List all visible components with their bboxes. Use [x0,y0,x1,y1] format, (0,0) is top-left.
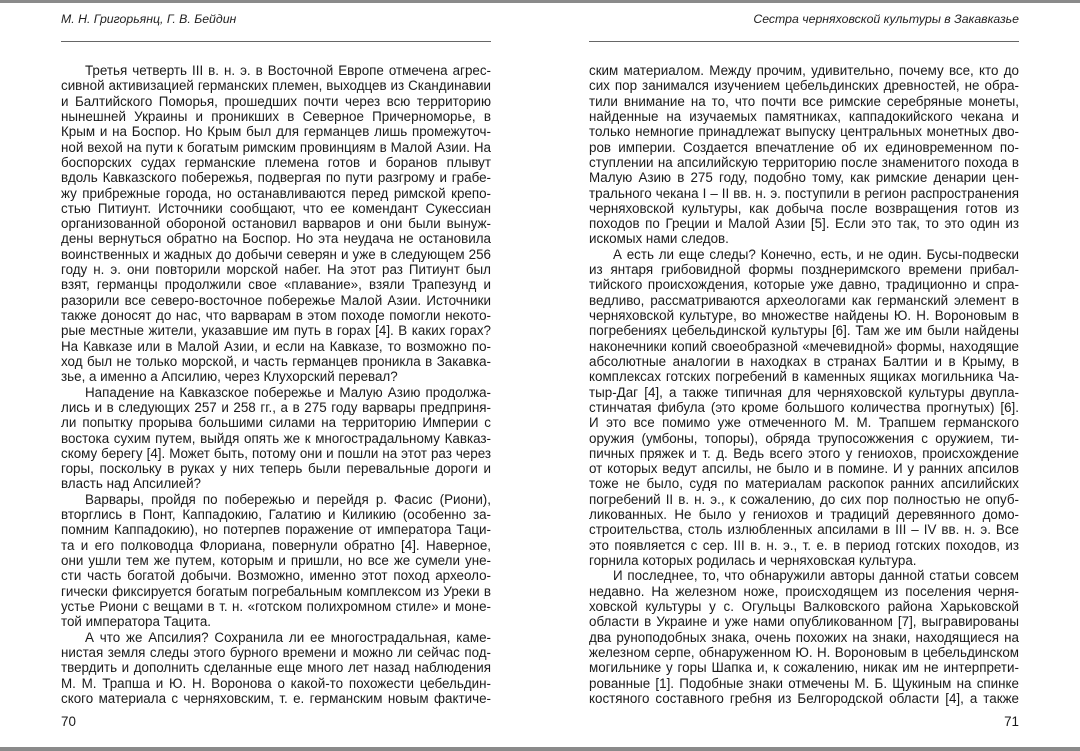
text-line: искомых нами следов. [589,231,729,247]
text-line: устье Риони с вещами в т. н. «готском полихромном стиле» и моне- [61,598,491,614]
text-line: ли попытку прорыва большими силами на территорию Империи с [61,415,491,431]
text-line: ховской культуры у с. Огульцы Валковского района Харьковской [589,598,1019,614]
header-rule [61,41,491,42]
page-body [589,63,1019,706]
page-number: 70 [61,714,76,729]
page-body [61,63,491,706]
text-line: тили внимание на то, что почти все римские серебряные монеты, [589,93,1019,109]
paragraph [589,568,1019,706]
text-line: лись и в следующих 257 и 258 гг., а в 275 году варвары предприня- [61,399,491,415]
running-head-title: Сестра черняховской культуры в Закавказье [753,12,1019,26]
text-line: стью Питиунт. Источники сообщают, что ее комендант Сукессиан [61,200,491,216]
text-line: воинственных и жадных до добычи северян и уже в следующем 256 [61,246,491,262]
page-left [61,0,491,751]
text-line: только немногие принадлежат выпуску центральных монетных дво- [589,124,1019,140]
text-line: сих пор занимался изучением цебельдинских древностей, не обра- [589,78,1019,94]
text-line: И это все помимо уже отмеченного М. М. Трапшем германского [589,415,1019,431]
text-line: сивной активизацией германских племен, выходцев из Скандинавии [61,78,491,94]
text-line: взят, германцы продолжили свое «плавание», взяли Трапезунд и [61,277,491,293]
text-line: черняховской культуре, во множестве найдены Ю. Н. Вороновым в [589,308,1019,323]
text-line: стинчатая фибула (это кроме большого количества прогнутых) [6]. [589,399,1019,415]
text-line: нистая земля следы этого бурного времени и можно ли сейчас под- [61,644,491,660]
text-line: та и его полководца Флориана, повернули обратно [4]. Наверное, [61,537,491,553]
paragraph [589,247,1019,569]
text-line: оружия (умбоны, топоры), обряда трупосожжения с оружием, ти- [589,430,1019,446]
text-line: костяного составного гребня из Белгородской области [4], а также [589,690,1019,706]
text-line: А что же Апсилия? Сохранила ли ее многострадальная, каме- [85,629,491,645]
text-line: вдоль Кавказского побережья, подвергая по пути разгрому и грабе- [61,170,491,186]
text-line: И последнее, то, что обнаружили авторы данной статьи совсем [613,568,1019,584]
text-line: рованные [1]. Подобные знаки отмечены М. Б. Щукиным на спинке [589,675,1019,691]
text-line: той императора Тацита. [61,614,211,630]
text-line: На Кавказе или в Малой Азии, и если на Кавказе, то возможно по- [61,338,491,354]
text-line: году н. э. они повторили морской набег. На этот раз Питиунт был [61,262,491,278]
paragraph [61,385,491,492]
text-line: А есть ли еще следы? Конечно, есть, и не один. Бусы-подвески [613,246,1019,262]
paragraph [589,63,1019,247]
text-line: от которых ведут апсилы, не было и в помине. И у ранних апсилов [589,461,1019,477]
page-number: 71 [1004,714,1019,729]
text-line: Крым и на Боспор. Но Крым был для германцев лишь промежуточ- [61,124,491,140]
paragraph [61,630,491,707]
text-line: ной вехой на пути к богатым римским провинциям в Малой Азии. На [61,139,491,155]
text-line: скому берегу [4]. Может быть, потому они и пошли на этот раз через [61,445,491,461]
text-line: области в Украине и уже нами опубликованном [7], выгравированы [589,614,1019,630]
text-line: найденные на изучаемых памятниках, каппадокийского чекана и [589,108,1019,124]
text-line: дены вернуться обратно на Боспор. Но эта неудача не остановила [61,231,491,247]
header-rule [589,41,1019,42]
text-line: пичных пряжек и т. д. Ведь всего этого у гениохов, происхождение [589,445,1019,461]
text-line: рые местные жители, указавшие им путь в горах [4]. В каких горах? [61,323,491,339]
text-line: ликованных. Не было у гениохов и традиций деревянного домо- [589,507,1019,523]
text-line: боспорских судах германские племена готов и боранов плывут [61,154,491,170]
text-line: помним Каппадокию), но потерпев поражение от императора Таци- [61,522,491,538]
text-line: горнила которых родилась и черняховская культура. [589,553,917,568]
text-line: разорили все северо-восточное побережье Малой Азии. Источники [61,292,491,308]
text-line: походов по Греции и Малой Азии [5]. Если это так, то это один из [589,216,1019,232]
text-line: также доносят до нас, что варварам в этом походе помогли некото- [61,308,491,323]
text-line: зье, а именно а Апсилию, через Клухорский перевал? [61,369,398,385]
text-line: наконечники копий своеобразной «мечевидной» формы, находящие [589,338,1019,354]
text-line: черняховской культуры, как добыча после возвращения готов из [589,200,1019,216]
page-right [589,0,1019,751]
text-line: ход был не только морской, и часть германцев проникла в Закавка- [61,353,491,369]
text-line: сти часть богатой добычи. Возможно, именно этот поход археоло- [61,568,491,584]
text-line: ров империи. Создается впечатление об их единовременном по- [589,139,1019,155]
text-line: строительства, столь излюбленных апсилами в III – IV вв. н. э. Все [589,522,1019,538]
text-line: тыр-Даг [4], а также типичная для черняховской культуры двупла- [589,384,1019,400]
text-line: тийского происхождения, которые уже давно, традиционно и спра- [589,277,1019,293]
text-line: тоже не было, судя по материалам раскопок ранних апсилийских [589,476,1019,492]
text-line: жу прибрежные города, но останавливаются перед римской крепо- [61,185,491,201]
text-line: власть над Апсилией? [61,476,201,492]
text-line: погребений II в. н. э., к сожалению, до сих пор полностью не опуб- [589,491,1019,507]
text-line: Варвары, пройдя по побережью и перейдя р. Фасис (Риони), [85,491,491,507]
text-line: нынешней Украины и проникших в Северное Причерноморье, в [61,108,491,124]
text-line: могильнике у горы Шапка и, к сожалению, никак им не интерпрети- [589,660,1019,676]
text-line: ского материала с черняховским, т. е. германским новым фактиче- [61,690,491,706]
text-line: М. М. Трапша и Ю. Н. Воронова о какой-то похожести цебельдин- [61,675,491,691]
paragraph [61,492,491,630]
text-line: Нападение на Кавказское побережье и Малую Азию продолжа- [85,384,491,400]
text-line: ведливо, рассматриваются археологами как германский элемент в [589,292,1019,308]
text-line: Малую Азию в 275 году, подобно тому, как римские денарии цен- [589,170,1019,186]
text-line: вторглись в Понт, Каппадокию, Галатию и Киликию (особенно за- [61,507,491,523]
text-line: Третья четверть III в. н. э. в Восточной Европе отмечена агрес- [85,63,491,78]
text-line: это появляется с сер. III в. н. э., т. е. в период готских походов, из [589,537,1019,553]
text-line: гически фиксируется богатым погребальным комплексом из Уреки в [61,583,491,599]
text-line: комплексах готских погребений в каменных ящиках могильника Ча- [589,369,1019,385]
text-line: организованной обороной остановил варваров и они были вынуж- [61,216,491,232]
running-head-authors: М. Н. Григорьянц, Г. В. Бейдин [61,12,237,26]
text-line: горы, поскольку в руках у них теперь были перевальные дороги и [61,461,491,477]
text-line: два руноподобных знака, очень похожих на знаки, находящиеся на [589,629,1019,645]
text-line: трального чекана I – II вв. н. э. поступили в регион распространения [589,185,1019,201]
text-line: ским материалом. Между прочим, удивительно, почему все, кто до [589,63,1019,78]
text-line: погребениях цебельдинской культуры [6]. Там же им были найдены [589,323,1019,339]
text-line: недавно. На железном ноже, происходящем из поселения черня- [589,583,1019,599]
text-line: ступлении на апсилийскую территорию после знаменитого похода в [589,154,1019,170]
text-line: они ушли тем же путем, которым и пришли, но все же сумели уне- [61,553,491,568]
text-line: востока сухим путем, выйдя опять же к многострадальному Кавказ- [61,430,491,446]
text-line: твердить и дополнить сделанные еще много лет назад наблюдения [61,660,491,676]
text-line: и Балтийского Поморья, прошедших почти через всю территорию [61,93,491,109]
text-line: абсолютные аналогии в находках в странах Балтии и в Крыму, в [589,353,1019,369]
text-line: железном серпе, обнаруженном Ю. Н. Вороновым в цебельдинском [589,644,1019,660]
paragraph [61,63,491,385]
text-line: из янтаря грибовидной формы позднеримского времени прибал- [589,262,1019,278]
